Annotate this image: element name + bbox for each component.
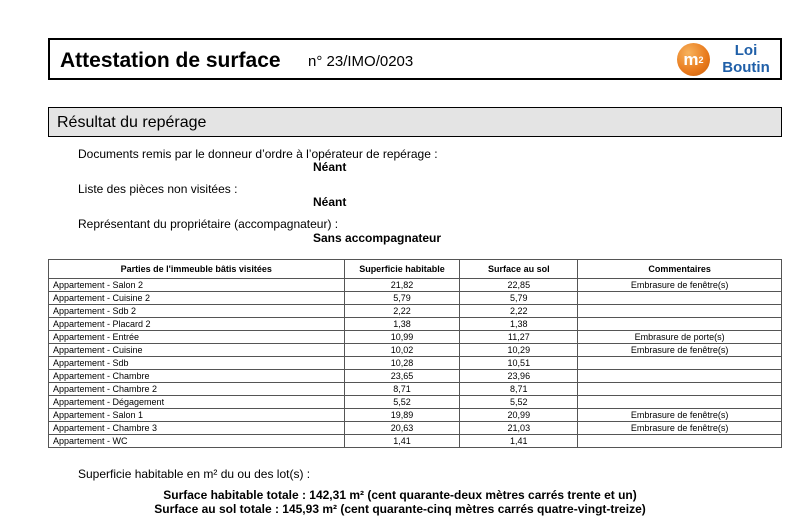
habitable-area: 1,38 <box>344 318 460 331</box>
comment <box>578 292 782 305</box>
table-row <box>49 305 782 318</box>
table-row <box>49 331 782 344</box>
rooms-table-body <box>49 279 782 448</box>
floor-area: 2,22 <box>460 305 578 318</box>
comment <box>578 396 782 409</box>
table-row <box>49 318 782 331</box>
comment: Embrasure de fenêtre(s) <box>578 344 782 357</box>
comment <box>578 318 782 331</box>
unvisited-rooms-value: Néant <box>313 195 347 209</box>
table-row <box>49 409 782 422</box>
comment <box>578 357 782 370</box>
habitable-area: 23,65 <box>344 370 460 383</box>
documents-label: Documents remis par le donneur d’ordre à l’opérateur de repérage : <box>78 147 438 161</box>
room-name: Appartement - Dégagement <box>49 396 345 409</box>
table-row <box>49 396 782 409</box>
floor-area: 21,03 <box>460 422 578 435</box>
room-name: Appartement - Salon 2 <box>49 279 345 292</box>
habitable-area: 1,41 <box>344 435 460 448</box>
logo-line-1: Loi <box>734 42 758 59</box>
logo-line-2: Boutin <box>722 59 770 76</box>
m2-logo-icon <box>677 43 710 76</box>
habitable-area: 19,89 <box>344 409 460 422</box>
room-name: Appartement - Salon 1 <box>49 409 345 422</box>
floor-area: 1,41 <box>460 435 578 448</box>
comment <box>578 370 782 383</box>
room-name: Appartement - Chambre 3 <box>49 422 345 435</box>
floor-area: 10,29 <box>460 344 578 357</box>
room-name: Appartement - Chambre <box>49 370 345 383</box>
room-name: Appartement - Placard 2 <box>49 318 345 331</box>
reference-number: n° 23/IMO/0203 <box>308 53 414 70</box>
room-name: Appartement - Cuisine 2 <box>49 292 345 305</box>
floor-area: 1,38 <box>460 318 578 331</box>
floor-area: 23,96 <box>460 370 578 383</box>
page-title: Attestation de surface <box>60 49 281 72</box>
header-habitable: Superficie habitable <box>344 260 460 279</box>
comment <box>578 383 782 396</box>
room-name: Appartement - Sdb 2 <box>49 305 345 318</box>
unvisited-rooms-label: Liste des pièces non visitées : <box>78 182 238 196</box>
habitable-area: 2,22 <box>344 305 460 318</box>
room-name: Appartement - Cuisine <box>49 344 345 357</box>
room-name: Appartement - WC <box>49 435 345 448</box>
table-header-row <box>49 260 782 279</box>
table-row <box>49 422 782 435</box>
habitable-area: 5,79 <box>344 292 460 305</box>
habitable-area: 5,52 <box>344 396 460 409</box>
comment: Embrasure de fenêtre(s) <box>578 422 782 435</box>
habitable-area: 10,02 <box>344 344 460 357</box>
floor-area: 22,85 <box>460 279 578 292</box>
room-name: Appartement - Sdb <box>49 357 345 370</box>
summary-label: Superficie habitable en m² du ou des lot(s) : <box>78 467 311 481</box>
room-name: Appartement - Chambre 2 <box>49 383 345 396</box>
table-row <box>49 383 782 396</box>
table-row <box>49 370 782 383</box>
rooms-table <box>48 259 782 448</box>
logo-text <box>714 42 778 76</box>
representative-label: Représentant du propriétaire (accompagnateur) : <box>78 217 339 231</box>
comment: Embrasure de porte(s) <box>578 331 782 344</box>
table-row <box>49 292 782 305</box>
logo-symbol: m <box>683 49 699 69</box>
habitable-area: 20,63 <box>344 422 460 435</box>
section-title: Résultat du repérage <box>57 114 207 131</box>
header-comments: Commentaires <box>578 260 782 279</box>
habitable-area: 10,28 <box>344 357 460 370</box>
table-row <box>49 435 782 448</box>
floor-area: 8,71 <box>460 383 578 396</box>
comment: Embrasure de fenêtre(s) <box>578 409 782 422</box>
documents-value: Néant <box>313 160 347 174</box>
logo-superscript: 2 <box>698 54 704 65</box>
header-parts: Parties de l'immeuble bâtis visitées <box>49 260 345 279</box>
table-row <box>49 344 782 357</box>
total-sol: Surface au sol totale : 145,93 m² (cent quarante-cinq mètres carrés quatre-vingt-treize) <box>154 502 646 516</box>
representative-value: Sans accompagnateur <box>313 231 442 245</box>
habitable-area: 10,99 <box>344 331 460 344</box>
habitable-area: 21,82 <box>344 279 460 292</box>
habitable-area: 8,71 <box>344 383 460 396</box>
room-name: Appartement - Entrée <box>49 331 345 344</box>
table-row <box>49 357 782 370</box>
comment <box>578 305 782 318</box>
floor-area: 20,99 <box>460 409 578 422</box>
floor-area: 5,79 <box>460 292 578 305</box>
floor-area: 11,27 <box>460 331 578 344</box>
comment <box>578 435 782 448</box>
table-row <box>49 279 782 292</box>
section-header <box>48 107 782 137</box>
floor-area: 5,52 <box>460 396 578 409</box>
floor-area: 10,51 <box>460 357 578 370</box>
total-habitable: Surface habitable totale : 142,31 m² (cent quarante-deux mètres carrés trente et un) <box>163 488 637 502</box>
header-sol: Surface au sol <box>460 260 578 279</box>
header-box <box>48 38 782 80</box>
comment: Embrasure de fenêtre(s) <box>578 279 782 292</box>
